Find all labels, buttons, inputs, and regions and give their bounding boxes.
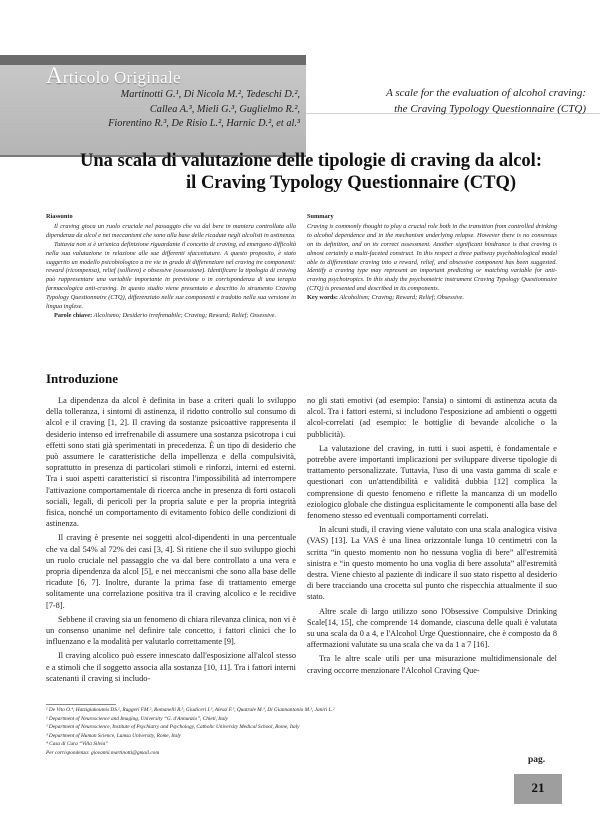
english-title-line: the Craving Typology Questionnaire (CTQ) bbox=[394, 103, 586, 115]
keywords-label: Key words: bbox=[307, 294, 338, 302]
body-paragraph: Sebbene il craving sia un fenomeno di chiara rilevanza clinica, non vi è un consenso unanime nel definire tale concetto, i fattori clinici che lo influenzano e la modalità per valutarlo correttamente [9]. bbox=[46, 614, 296, 647]
abstract-english bbox=[307, 213, 557, 303]
correspondence-email: Per corrispondenza: giovanni.martinotti@gmail.com bbox=[46, 749, 160, 756]
body-paragraph: Tra le altre scale utili per una misurazione multidimensionale del craving occorre menzionare l'Alcohol Craving Que- bbox=[307, 654, 557, 675]
footnote: ⁴ Casa di Cura “Villa Silvia” bbox=[46, 741, 109, 748]
keywords-text: Alcoholism; Craving; Reward; Relief; Obsessive. bbox=[339, 294, 464, 302]
abstract-heading: Riassunto bbox=[46, 213, 73, 220]
body-paragraph: Il craving alcolico può essere innescato dall'esposizione all'alcol stesso e a stimoli che il soggetto associa alla sostanza [10, 11]. Tra i fattori interni scatenanti il craving si includo- bbox=[46, 651, 296, 683]
keywords bbox=[307, 294, 557, 303]
title-line: Una scala di valutazione delle tipologie di craving da alcol: bbox=[80, 151, 542, 171]
footnotes bbox=[46, 706, 506, 758]
body-paragraph: Il craving è presente nei soggetti alcol-dipendenti in una percentuale che va dal 54% al 72% dei casi [3, 4]. Si ritiene che il suo sviluppo giochi un ruolo cruciale nel passaggio che va dal bere controllato a una vera e propria dipendenza da alcol [5], e nei meccanismi che sono alla base delle ricadute [6, 7]. Inoltre, durante la prima fase di trattamento emerge solitamente una correlazione positiva tra il craving alcolico e le recidive [7-8]. bbox=[46, 533, 296, 610]
body-column-left bbox=[46, 395, 296, 687]
header-gray-block bbox=[0, 55, 306, 157]
page-number-box bbox=[514, 774, 562, 804]
footnote: ¹ De Vito O.⁴, Hatzigiakoumis DS.², Ruggeri FM.², Romanelli R.³, Giudiceri I.³, Alessi F.³, Quatrale M.³, Di Giannantonio M.¹, Janiri L.² bbox=[46, 707, 335, 713]
page-label: pag. bbox=[528, 755, 546, 765]
author-list bbox=[40, 88, 300, 132]
footnote: ³ Department of Human Science, Lumsa University, Rome, Italy bbox=[46, 732, 182, 739]
article-type-label: Articolo Originale bbox=[46, 63, 181, 88]
abstract-paragraph: Craving is commonly thought to play a crucial role both in the transition from controlled drinking to alcohol dependence and in the mechanism underlying relapse. However there is no consensus on its definition, and on its correct assessment. Another significant hindrance is that craving is almost certainly a multi-faceted construct. In this respect a three pathway psychobiological model able to differentiate craving into a reward, relief, and obsessive component has been suggested. Identify a craving type may represent an important predicting or matching variable for anti-craving psychotropics. In this study the psychometric instrument Craving Typology Questionnaire (CTQ) is presented and described in its components. bbox=[307, 222, 557, 293]
author-line: Martinotti G.¹, Di Nicola M.², Tedeschi D.², bbox=[120, 89, 300, 100]
english-title-line: A scale for the evaluation of alcohol craving: bbox=[386, 87, 586, 99]
author-line: Callea A.³, Mieli G.³, Guglielmo R.², bbox=[149, 103, 300, 115]
keywords bbox=[46, 312, 296, 321]
body-paragraph: La valutazione del craving, in tutti i suoi aspetti, è fondamentale e potrebbe avere importanti implicazioni per sviluppare diverse tipologie di trattamento personalizzate. Tuttavia, l'uso di una vasta gamma di scale e questionari con un'attendibilità e validità dubbia [12] complica la comprensione di questo fenomeno e riflette la mancanza di un modello eziologico globale che distingua esplicitamente le componenti alla base del fenomeno stesso ed eventuali comportamenti correlati. bbox=[307, 443, 557, 521]
body-column-right bbox=[307, 395, 557, 679]
footnote: ² Department of Neuroscience, Institute of Psychiatry and Psychology, Catholic University Medical School, Rome, Italy bbox=[46, 724, 300, 731]
body-paragraph: no gli stati emotivi (ad esempio: l'ansia) o sintomi di astinenza acuta da alcol. Tra i fattori esterni, si includono l'esposizione ad ambienti o oggetti alcol-correlati (ad esempio: le bottiglie di bevande alcoliche o la pubblicità). bbox=[307, 396, 557, 439]
keywords-label: Parole chiave: bbox=[54, 311, 93, 319]
title-line: il Craving Typology Questionnaire (CTQ) bbox=[186, 173, 516, 193]
keywords-text: Alcolismo; Desiderio irrefrenabile; Craving; Reward; Relief; Ossessive. bbox=[93, 311, 277, 319]
abstract-paragraph: Tuttavia non si è un'unica definizione riguardante il concetto di craving, ed emergono difficoltà nella sua valutazione in relazione alle sue differenti sfaccettature. A questo proposito, è stato suggerito un modello psicobiologico a tre vie in grado di differenziare nel craving tre componenti: reward (ricompensa), relief (sollievo) e obsessive (ossessione). Identificare la tipologia di craving può rappresentare una variabile importante in previsione o in corrispondenza di una terapia farmacologica anti-craving. In questo studio viene presentato e descritto lo strumento Craving Typology Questionnaire (CTQ), differenziato nelle sue componenti e tradotto nella sua versione in lingua inglese. bbox=[46, 240, 296, 311]
abstract-heading: Summary bbox=[307, 213, 334, 220]
body-paragraph: In alcuni studi, il craving viene valutato con una scala analogica visiva (VAS) [13]. La VAS è una linea orizzontale lunga 10 centimetri con la scritta “in questo momento non ho nessuna voglia di bere” all'estremità sinistra e “in questo momento ho una voglia di bere assoluta” all'estremità destra. Viene chiesto al paziente di indicare il suo stato rispetto al desiderio di bere tracciando una crocetta sul punto che rispecchia attualmente il suo stato. bbox=[307, 525, 557, 602]
section-heading: Introduzione bbox=[46, 371, 118, 386]
page-number: 21 bbox=[531, 780, 545, 795]
abstract-paragraph: Il craving gioca un ruolo cruciale nel passaggio che va dal bere in maniera controllata alla dipendenza da alcol e nei meccanismi che sono alla base delle ricadute negli alcolisti in astinenza. bbox=[46, 222, 296, 239]
article-title bbox=[80, 150, 542, 194]
footnote-divider bbox=[46, 704, 116, 705]
footnote: ¹ Department of Neuroscience and Imaging, University “G. d'Annunzio”, Chieti, Italy bbox=[46, 715, 229, 722]
english-title bbox=[316, 85, 586, 117]
body-paragraph: La dipendenza da alcol è definita in base a criteri quali lo sviluppo della tolleranza, i sintomi di astinenza, il ridotto controllo sul consumo di alcol e il craving [1, 2]. Il craving da sostanze psicoattive rappresenta il desiderio intenso ed irrefrenabile di assumere una sostanza psicotropa i cui effetti sono stati già sperimentati in precedenza. È un tipo di desiderio che può assumere le caratteristiche della impellenza e della compulsività, soprattutto in presenza di particolari stimoli e rinforzi, interni ed esterni. Tra i suoi aspetti caratteristici si riscontra l'impossibilità ad interrompere l'attivazione comportamentale di ricerca anche in presenza di forti ostacoli sociali, legali, di pericoli per la propria salute e per la propria integrità fisica, nonché un comportamento di evitamento fobico delle condizioni di astinenza. bbox=[46, 396, 296, 529]
body-paragraph: Altre scale di largo utilizzo sono l'Obsessive Compulsive Drinking Scale[14, 15], che comprende 14 domande, ciascuna delle quali è valutata su una scala da 0 a 4, e l'Alcohol Urge Questionnaire, che è composto da 8 affermazioni valutate su una scala che va da 1 a 7 [16]. bbox=[307, 606, 557, 650]
abstract-italian bbox=[46, 213, 296, 321]
header-band bbox=[0, 55, 600, 155]
author-line: Fiorentino R.³, De Risio L.², Harnic D.², et al.³ bbox=[108, 118, 300, 129]
